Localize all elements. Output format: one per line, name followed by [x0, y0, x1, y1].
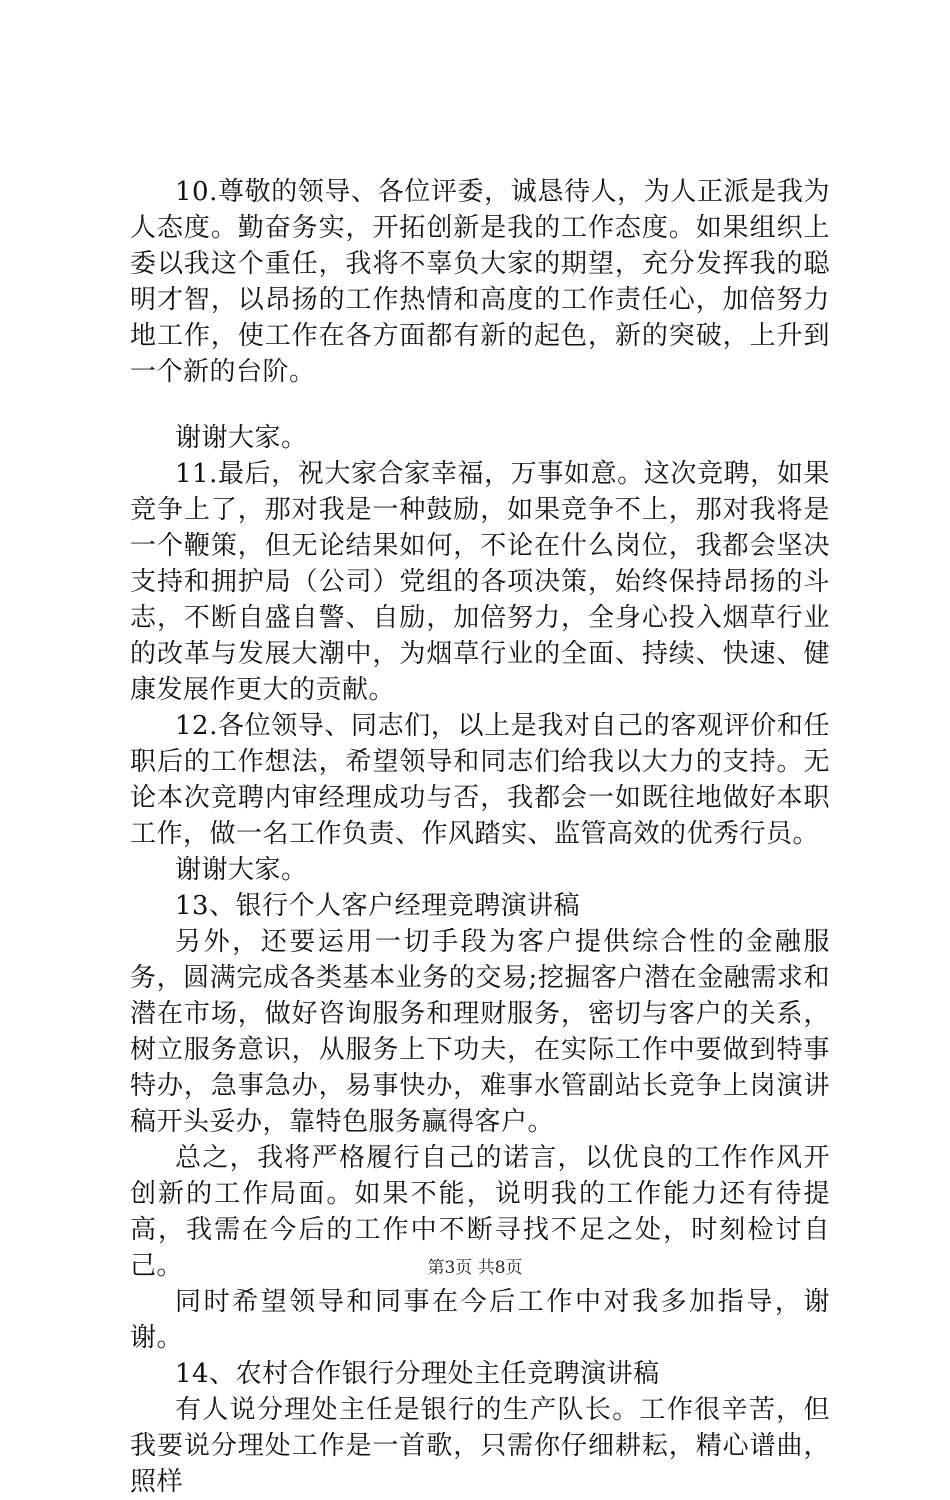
paragraph-10: 10.尊敬的领导、各位评委，诚恳待人，为人正派是我为人态度。勤奋务实，开拓创新是我的工作态度。如果组织上委以我这个重任，我将不辜负大家的期望，充分发挥我的聪明才智，以昂扬的工作热情和高度的工作责任心，加倍努力地工作，使工作在各方面都有新的起色，新的突破，上升到一个新的台阶。 — [130, 177, 830, 387]
paragraph-13-body: 另外，还要运用一切手段为客户提供综合性的金融服务，圆满完成各类基本业务的交易;挖掘客户潜在金融需求和潜在市场，做好咨询服务和理财服务，密切与客户的关系，树立服务意识，从服务上下功夫，在实际工作中要做到特事特办，急事急办，易事快办，难事水管副站长竞争上岗演讲稿开头妥办，靠特色服务赢得客户。 — [130, 927, 830, 1137]
paragraph-gap — [130, 390, 830, 420]
section-heading-13: 13、银行个人客户经理竞聘演讲稿 — [175, 891, 581, 921]
paragraph-thanks-2: 谢谢大家。 — [175, 855, 308, 885]
paragraph-12: 12.各位领导、同志们，以上是我对自己的客观评价和任职后的工作想法，希望领导和同志们给我以大力的支持。无论本次竞聘内审经理成功与否，我都会一如既往地做好本职工作，做一名工作负责、作风踏实、监管高效的优秀行员。 — [130, 711, 830, 849]
paragraph-thanks-1: 谢谢大家。 — [175, 423, 308, 453]
section-heading-14: 14、农村合作银行分理处主任竞聘演讲稿 — [175, 1359, 660, 1389]
document-body — [130, 174, 830, 1500]
paragraph-13-conclusion: 总之，我将严格履行自己的诺言，以优良的工作作风开创新的工作局面。如果不能，说明我的工作能力还有待提高，我需在今后的工作中不断寻找不足之处，时刻检讨自己。 — [130, 1143, 830, 1281]
page-footer: 第3页 共8页 — [427, 1258, 523, 1278]
paragraph-14-body: 有人说分理处主任是银行的生产队长。工作很辛苦，但我要说分理处工作是一首歌，只需你仔细耕耘，精心谱曲，照样 — [130, 1395, 830, 1497]
paragraph-13-closing: 同时希望领导和同事在今后工作中对我多加指导，谢谢。 — [130, 1287, 830, 1353]
paragraph-11: 11.最后，祝大家合家幸福，万事如意。这次竞聘，如果竞争上了，那对我是一种鼓励，如果竞争不上，那对我将是一个鞭策，但无论结果如何，不论在什么岗位，我都会坚决支持和拥护局（公司）党组的各项决策，始终保持昂扬的斗志，不断自盛自警、自励，加倍努力，全身心投入烟草行业的改革与发展大潮中，为烟草行业的全面、持续、快速、健康发展作更大的贡献。 — [130, 459, 830, 705]
